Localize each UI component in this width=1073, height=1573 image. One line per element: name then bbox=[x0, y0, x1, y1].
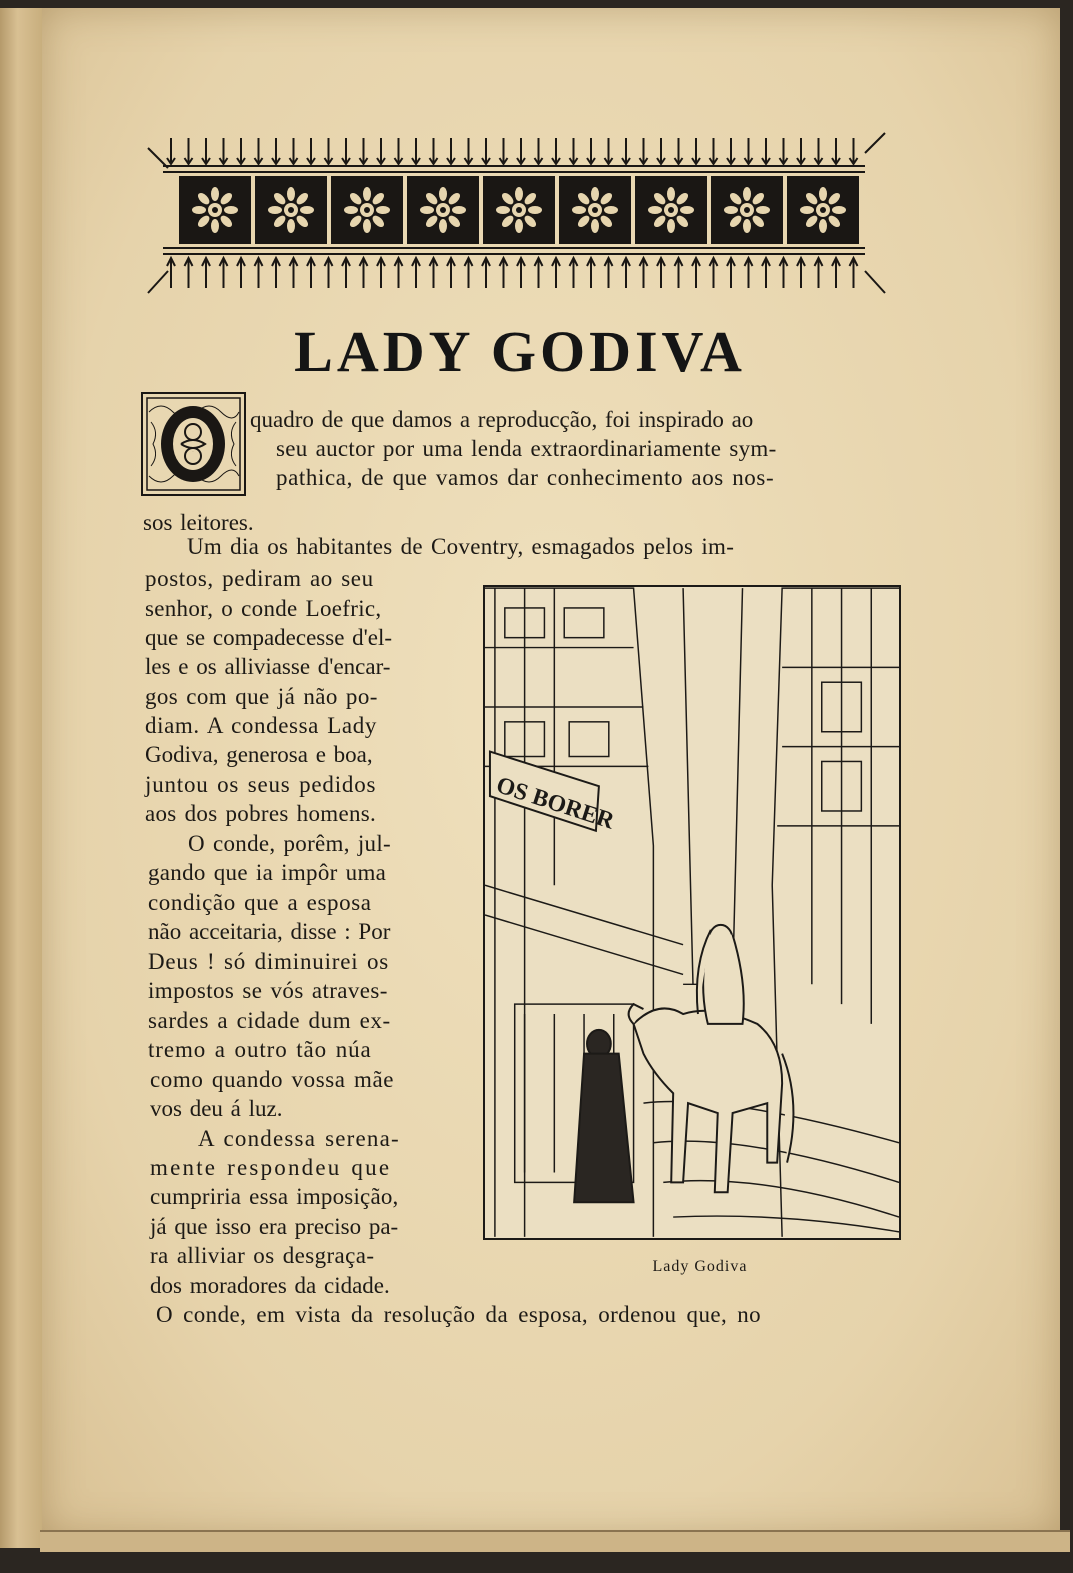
ornament-tick bbox=[185, 258, 193, 288]
ornament-tick bbox=[430, 258, 438, 288]
text-line: que se compadecesse d'el- bbox=[145, 625, 393, 650]
ornament-tick bbox=[307, 138, 315, 164]
text-line: O conde, em vista da resolução da esposa, ordenou que, no bbox=[156, 1302, 762, 1327]
text-line: juntou os seus pedidos bbox=[145, 772, 377, 797]
text-line: Deus ! só diminuirei os bbox=[148, 949, 390, 974]
ornament-tick bbox=[272, 138, 280, 164]
ornament-tick bbox=[640, 258, 648, 288]
article-title: LADY GODIVA bbox=[294, 319, 746, 384]
ornament-tick bbox=[500, 258, 508, 288]
ornament-tick bbox=[395, 138, 403, 164]
text-line: condição que a esposa bbox=[148, 890, 372, 915]
text-line: ra alliviar os desgraça- bbox=[150, 1243, 375, 1268]
ornament-tick bbox=[622, 138, 630, 164]
text-line: tremo a outro tão núa bbox=[148, 1037, 372, 1062]
ornament-tick bbox=[482, 138, 490, 164]
text-line: já que isso era preciso pa- bbox=[150, 1214, 399, 1239]
ornament-tick bbox=[290, 138, 298, 164]
ornament-tile bbox=[483, 176, 555, 244]
ornament-tick bbox=[500, 138, 508, 164]
ornament-tick bbox=[220, 258, 228, 288]
text-line: postos, pediram ao seu bbox=[145, 566, 374, 591]
text-line: não acceitaria, disse : Por bbox=[148, 919, 391, 944]
ornament-tile bbox=[179, 176, 251, 244]
ornament-tick bbox=[675, 258, 683, 288]
text-line: aos dos pobres homens. bbox=[145, 801, 377, 826]
text-line: vos deu á luz. bbox=[150, 1096, 283, 1121]
text-line: diam. A condessa Lady bbox=[145, 713, 377, 738]
ornament-tick bbox=[535, 138, 543, 164]
ornament-tick bbox=[710, 258, 718, 288]
ornament-tick bbox=[465, 258, 473, 288]
ornament-tick bbox=[780, 138, 788, 164]
ornament-tick bbox=[675, 138, 683, 164]
text-line: cumpriria essa imposição, bbox=[150, 1184, 399, 1209]
drop-cap-letter: O bbox=[192, 452, 194, 453]
ornament-tick bbox=[727, 258, 735, 288]
ornament-tick bbox=[342, 258, 350, 288]
ornament-tick bbox=[587, 258, 595, 288]
ornament-tick bbox=[360, 258, 368, 288]
text-line: mente respondeu que bbox=[150, 1155, 392, 1180]
ornament-tile bbox=[255, 176, 327, 244]
ornament-tile bbox=[711, 176, 783, 244]
ornament-tick bbox=[412, 138, 420, 164]
ornament-tick bbox=[850, 258, 858, 288]
ornament-tick bbox=[832, 258, 840, 288]
text-line: les e os alliviasse d'encar- bbox=[145, 654, 391, 679]
ornament-tick bbox=[762, 258, 770, 288]
ornament-tick bbox=[290, 258, 298, 288]
ornament-tick bbox=[482, 258, 490, 288]
ornament-tick bbox=[850, 138, 858, 164]
text-line: pathica, de que vamos dar conhecimento aos nos- bbox=[276, 465, 775, 490]
ornament-tick bbox=[692, 258, 700, 288]
text-line: gando que ia impôr uma bbox=[148, 860, 387, 885]
ornament-tick bbox=[727, 138, 735, 164]
ornament-tick bbox=[605, 138, 613, 164]
book-spine-edge bbox=[0, 8, 44, 1548]
ornament-tick bbox=[797, 138, 805, 164]
ornament-tick bbox=[517, 138, 525, 164]
ornament-tile bbox=[787, 176, 859, 244]
ornament-tick bbox=[797, 258, 805, 288]
ornament-tick bbox=[815, 258, 823, 288]
ornament-tile bbox=[331, 176, 403, 244]
ornament-tick bbox=[202, 258, 210, 288]
ornament-tick bbox=[220, 138, 228, 164]
ornament-tick bbox=[395, 258, 403, 288]
text-line: quadro de que damos a reproducção, foi inspirado ao bbox=[250, 407, 754, 432]
illustration-lady-godiva bbox=[483, 585, 901, 1240]
drop-cap-ornament bbox=[141, 392, 246, 496]
ornament-tick bbox=[745, 258, 753, 288]
ornament-tick bbox=[552, 258, 560, 288]
ornament-tick bbox=[622, 258, 630, 288]
text-line: Godiva, generosa e boa, bbox=[145, 742, 373, 767]
ornament-tick bbox=[325, 258, 333, 288]
ornament-tick bbox=[570, 258, 578, 288]
ornament-tick bbox=[517, 258, 525, 288]
ornament-tick bbox=[587, 138, 595, 164]
ornament-tick bbox=[745, 138, 753, 164]
text-line: A condessa serena- bbox=[198, 1126, 400, 1151]
ornament-tick bbox=[762, 138, 770, 164]
ornament-tick bbox=[692, 138, 700, 164]
ornament-tick bbox=[272, 258, 280, 288]
ornament-tile bbox=[407, 176, 479, 244]
ornament-tick bbox=[342, 138, 350, 164]
text-line: sos leitores. bbox=[143, 510, 254, 535]
ornament-tick bbox=[465, 138, 473, 164]
ornament-tick bbox=[447, 258, 455, 288]
ornament-tile bbox=[559, 176, 631, 244]
text-line: sardes a cidade dum ex- bbox=[148, 1008, 391, 1033]
ornament-tick bbox=[202, 138, 210, 164]
ornament-tick bbox=[255, 138, 263, 164]
header-ornament bbox=[143, 128, 891, 298]
ornament-tick bbox=[360, 138, 368, 164]
shop-sign-text: OS BORER bbox=[493, 772, 618, 835]
ornament-tick bbox=[447, 138, 455, 164]
text-line: impostos se vós atraves- bbox=[148, 978, 388, 1003]
ornament-tick bbox=[307, 258, 315, 288]
ornament-tick bbox=[237, 138, 245, 164]
ornament-tick bbox=[552, 138, 560, 164]
ornament-tick bbox=[832, 138, 840, 164]
text-line: senhor, o conde Loefric, bbox=[145, 596, 382, 621]
page-bottom-edge bbox=[40, 1530, 1070, 1552]
ornament-tick bbox=[535, 258, 543, 288]
ornament-tick bbox=[657, 138, 665, 164]
ornament-tick bbox=[710, 138, 718, 164]
ornament-tick bbox=[412, 258, 420, 288]
ornament-tick bbox=[605, 258, 613, 288]
text-line: O conde, porêm, jul- bbox=[188, 831, 391, 856]
text-line: Um dia os habitantes de Coventry, esmagados pelos im- bbox=[187, 534, 735, 559]
ornament-tick bbox=[237, 258, 245, 288]
ornament-tick bbox=[430, 138, 438, 164]
text-line: dos moradores da cidade. bbox=[150, 1273, 390, 1298]
ornament-tick bbox=[377, 138, 385, 164]
ornament-tick bbox=[325, 138, 333, 164]
ornament-tick bbox=[640, 138, 648, 164]
ornament-tick bbox=[377, 258, 385, 288]
text-line: gos com que já não po- bbox=[145, 684, 378, 709]
text-line: como quando vossa mãe bbox=[150, 1067, 395, 1092]
text-line: seu auctor por uma lenda extraordinariamente sym- bbox=[276, 436, 777, 461]
ornament-tick bbox=[167, 258, 175, 288]
ornament-tick bbox=[570, 138, 578, 164]
ornament-tile bbox=[635, 176, 707, 244]
ornament-tick bbox=[815, 138, 823, 164]
ornament-tick bbox=[185, 138, 193, 164]
ornament-tick bbox=[255, 258, 263, 288]
illustration-caption: Lady Godiva bbox=[652, 1258, 748, 1275]
ornament-tick bbox=[657, 258, 665, 288]
ornament-tick bbox=[780, 258, 788, 288]
ornament-tick bbox=[167, 138, 175, 164]
